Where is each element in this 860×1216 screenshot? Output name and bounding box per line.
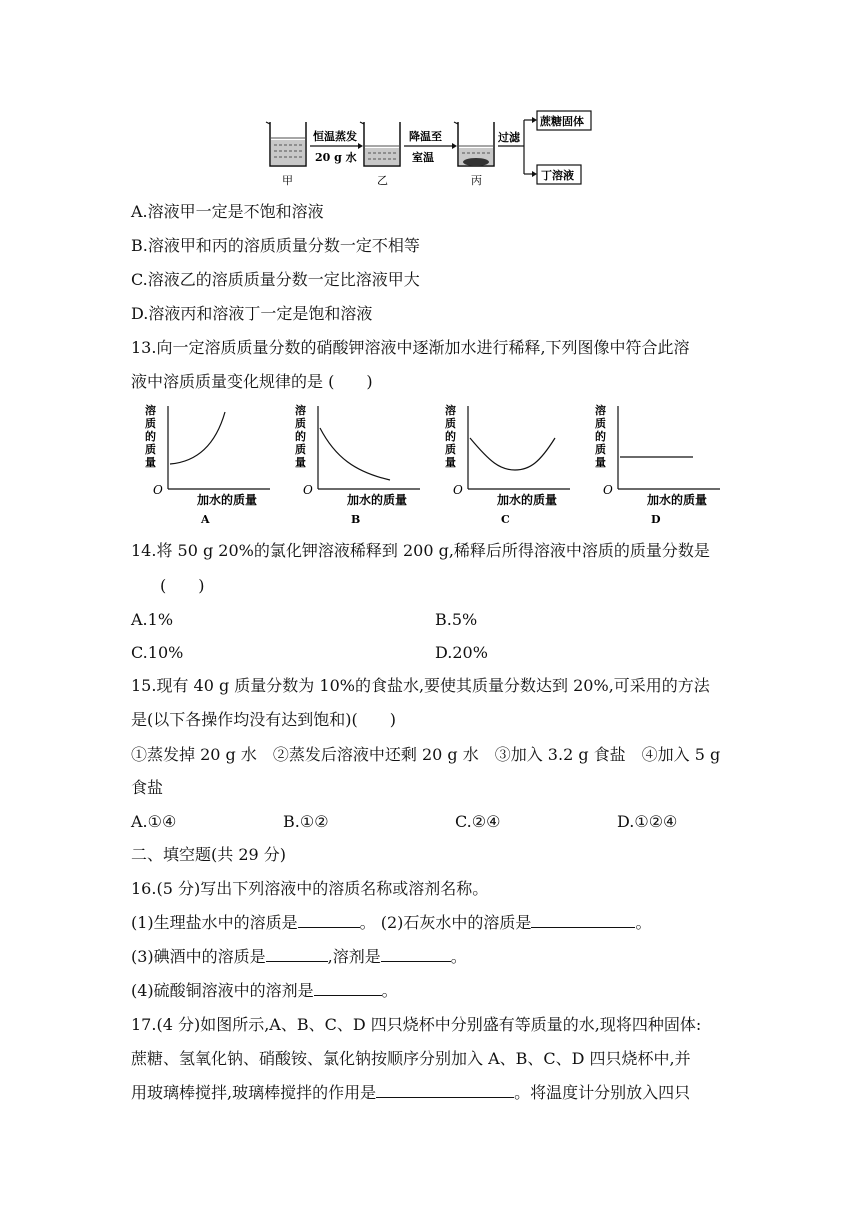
q16-intro: 16.(5 分)写出下列溶液中的溶质名称或溶剂名称。 — [131, 879, 489, 898]
step2-line1: 降温至 — [409, 130, 442, 143]
q16-part2-end: 。 — [635, 913, 652, 932]
graph-curve — [320, 428, 390, 480]
q16-part3-end: 。 — [450, 947, 467, 966]
graph-c — [445, 403, 570, 526]
q14-stem-line1: 14.将 50 g 20%的氯化钾溶液稀释到 200 g,稀释后所得溶液中溶质的质量分数是 — [131, 541, 710, 560]
graph-ylabel-char: 质 — [595, 443, 606, 456]
graph-xlabel: 加水的质量 — [647, 493, 708, 507]
q16-part1-2 — [131, 913, 651, 933]
step1-line1: 恒温蒸发 — [313, 130, 357, 143]
output-solution-label: 丁溶液 — [541, 169, 574, 182]
q15-stem-line1: 15.现有 40 g 质量分数为 10%的食盐水,要使其质量分数达到 20%,可采用的方法 — [131, 676, 710, 695]
graph-b — [295, 403, 420, 526]
q12-option-c: C.溶液乙的溶质质量分数一定比溶液甲大 — [131, 270, 420, 289]
q15-stem-line2: 是(以下各操作均没有达到饱和)( ) — [131, 710, 396, 729]
graph-ylabel-char: 量 — [445, 456, 456, 469]
graph-ylabel-char: 溶 — [145, 404, 156, 417]
graph-ylabel-char: 质 — [145, 417, 156, 430]
graph-origin: O — [303, 483, 313, 497]
process-diagram — [262, 108, 592, 190]
graph-origin: O — [453, 483, 463, 497]
q14-option-a: A.1% — [131, 610, 174, 629]
graph-d — [595, 403, 720, 526]
q16-part3-solvent-text: ,溶剂是 — [327, 947, 381, 966]
graph-ylabel-char: 溶 — [445, 404, 456, 417]
graph-a — [145, 403, 270, 526]
graph-ylabel-char: 质 — [445, 443, 456, 456]
q17-line3-text: 用玻璃棒搅拌,玻璃棒搅拌的作用是 — [131, 1083, 377, 1102]
graph-xlabel: 加水的质量 — [197, 493, 258, 507]
graph-ylabel-char: 质 — [295, 417, 306, 430]
q13-graphs — [140, 402, 730, 530]
q17-stem-line1: 17.(4 分)如图所示,A、B、C、D 四只烧杯中分别盛有等质量的水,现将四种固体: — [131, 1015, 702, 1034]
graph-ylabel-char: 的 — [295, 430, 306, 443]
graph-ylabel-char: 量 — [595, 456, 606, 469]
q16-blank-4[interactable] — [381, 947, 451, 962]
q15-stem-line3: ①蒸发掉 20 g 水 ②蒸发后溶液中还剩 20 g 水 ③加入 3.2 g 食盐 ④加入 5 g — [131, 745, 721, 764]
q14-stem-line2: ( ) — [160, 576, 205, 595]
graph-letter: A — [201, 513, 210, 526]
step3-label: 过滤 — [498, 131, 520, 144]
graph-ylabel-char: 的 — [595, 430, 606, 443]
q17-line3-end: 。将温度计分别放入四只 — [514, 1083, 691, 1102]
beaker-label-bing: 丙 — [471, 174, 482, 187]
graph-curve — [170, 412, 225, 464]
q13-stem-line1: 13.向一定溶质质量分数的硝酸钾溶液中逐渐加水进行稀释,下列图像中符合此溶 — [131, 338, 690, 357]
q12-option-d: D.溶液丙和溶液丁一定是饱和溶液 — [131, 304, 373, 323]
q17-stem-line3 — [131, 1083, 690, 1103]
q14-option-b: B.5% — [435, 610, 478, 629]
q15-option-d: D.①②④ — [617, 812, 678, 831]
graph-ylabel-char: 溶 — [595, 404, 606, 417]
q16-part1-text: (1)生理盐水中的溶质是 — [131, 913, 298, 932]
graph-ylabel-char: 量 — [145, 456, 156, 469]
graph-ylabel-char: 的 — [445, 430, 456, 443]
q16-blank-3[interactable] — [266, 947, 328, 962]
graph-ylabel-char: 质 — [295, 443, 306, 456]
q16-blank-2[interactable] — [531, 913, 635, 928]
beaker-bing — [454, 122, 494, 166]
q16-part3-text: (3)碘酒中的溶质是 — [131, 947, 266, 966]
graph-origin: O — [153, 483, 163, 497]
q15-option-c: C.②④ — [455, 812, 501, 831]
q16-part4-text: (4)硫酸铜溶液中的溶剂是 — [131, 981, 314, 1000]
graph-letter: B — [351, 513, 361, 526]
beaker-yi — [360, 122, 400, 166]
q17-stem-line2: 蔗糖、氢氧化钠、硝酸铵、氯化钠按顺序分别加入 A、B、C、D 四只烧杯中,并 — [131, 1049, 691, 1068]
q15-option-b: B.①② — [283, 812, 329, 831]
q16-part4-end: 。 — [381, 981, 398, 1000]
step1-line2: 20 g 水 — [315, 151, 357, 164]
q15-stem-line4: 食盐 — [131, 778, 164, 797]
step2-line2: 室温 — [412, 151, 434, 164]
q15-option-a: A.①④ — [131, 812, 177, 831]
q12-option-a: A.溶液甲一定是不饱和溶液 — [131, 202, 324, 221]
graph-letter: D — [651, 513, 661, 526]
q16-part3 — [131, 947, 467, 967]
graph-xlabel: 加水的质量 — [497, 493, 558, 507]
graph-ylabel-char: 溶 — [295, 404, 306, 417]
q12-option-b: B.溶液甲和丙的溶质质量分数一定不相等 — [131, 236, 420, 255]
q16-part4 — [131, 981, 398, 1001]
graph-ylabel-char: 质 — [145, 443, 156, 456]
q14-option-c: C.10% — [131, 643, 184, 662]
graph-xlabel: 加水的质量 — [347, 493, 408, 507]
output-sugar-label: 蔗糖固体 — [540, 115, 584, 128]
graph-curve — [470, 438, 555, 470]
beaker-label-yi: 乙 — [377, 174, 388, 187]
q16-part2-text: 。 (2)石灰水中的溶质是 — [359, 913, 532, 932]
section-heading: 二、填空题(共 29 分) — [131, 845, 287, 864]
q14-option-d: D.20% — [435, 643, 488, 662]
q16-blank-1[interactable] — [298, 913, 360, 928]
graph-ylabel-char: 质 — [595, 417, 606, 430]
q16-blank-5[interactable] — [314, 981, 382, 996]
graph-ylabel-char: 的 — [145, 430, 156, 443]
graph-letter: C — [501, 513, 510, 526]
beaker-label-jia: 甲 — [282, 174, 293, 187]
graph-ylabel-char: 量 — [295, 456, 306, 469]
graph-ylabel-char: 质 — [445, 417, 456, 430]
q17-blank-1[interactable] — [376, 1083, 514, 1098]
graph-origin: O — [603, 483, 613, 497]
beaker-jia — [266, 122, 306, 166]
q13-stem-line2: 液中溶质质量变化规律的是 ( ) — [131, 372, 373, 391]
